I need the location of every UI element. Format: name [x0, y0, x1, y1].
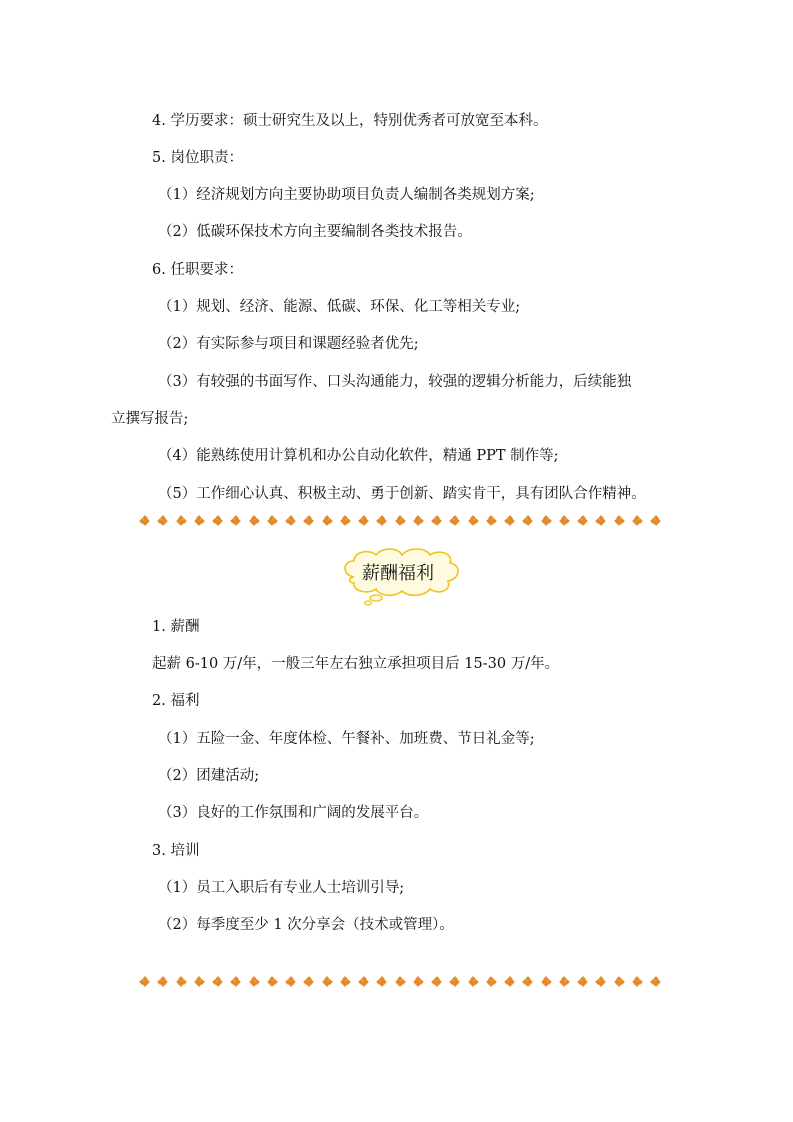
ornament-diamond-icon	[651, 977, 660, 986]
ornament-diamond-icon	[487, 516, 496, 525]
ornament-divider	[140, 516, 660, 530]
ornament-diamond-icon	[158, 977, 167, 986]
ornament-diamond-icon	[268, 516, 277, 525]
ornament-diamond-icon	[542, 977, 551, 986]
welfare-heading: 2. 福利	[152, 693, 200, 709]
section-title-badge	[338, 545, 462, 609]
ornament-diamond-icon	[377, 516, 386, 525]
ornament-diamond-icon	[231, 516, 240, 525]
ornament-diamond-icon	[213, 977, 222, 986]
ornament-diamond-icon	[286, 516, 295, 525]
ornament-diamond-icon	[633, 516, 642, 525]
qualification-item: （2）有实际参与项目和课题经验者优先;	[158, 336, 419, 352]
ornament-diamond-icon	[414, 977, 423, 986]
qualification-item: （5）工作细心认真、积极主动、勇于创新、踏实肯干，具有团队合作精神。	[158, 486, 646, 502]
ornament-diamond-icon	[250, 977, 259, 986]
ornament-diamond-icon	[213, 516, 222, 525]
qualification-item: （1）规划、经济、能源、低碳、环保、化工等相关专业;	[158, 299, 521, 315]
salary-text: 起薪 6-10 万/年，一般三年左右独立承担项目后 15-30 万/年。	[152, 656, 560, 672]
training-heading: 3. 培训	[152, 843, 200, 859]
ornament-diamond-icon	[560, 516, 569, 525]
section-title: 薪酬福利	[362, 563, 434, 584]
ornament-diamond-icon	[596, 516, 605, 525]
welfare-item: （2）团建活动;	[158, 768, 260, 784]
ornament-diamond-icon	[177, 977, 186, 986]
ornament-diamond-icon	[341, 977, 350, 986]
duty-item: （2）低碳环保技术方向主要编制各类技术报告。	[158, 224, 472, 240]
qualification-item: （4）能熟练使用计算机和办公自动化软件，精通 PPT 制作等;	[158, 448, 559, 464]
ornament-diamond-icon	[323, 516, 332, 525]
ornament-diamond-icon	[633, 977, 642, 986]
ornament-diamond-icon	[651, 516, 660, 525]
ornament-diamond-icon	[231, 977, 240, 986]
training-item: （2）每季度至少 1 次分享会（技术或管理）。	[158, 917, 454, 933]
ornament-diamond-icon	[177, 516, 186, 525]
ornament-diamond-icon	[250, 516, 259, 525]
ornament-diamond-icon	[542, 516, 551, 525]
ornament-diamond-icon	[286, 977, 295, 986]
duties-heading: 5. 岗位职责：	[152, 150, 243, 166]
ornament-diamond-icon	[195, 516, 204, 525]
ornament-diamond-icon	[359, 977, 368, 986]
ornament-diamond-icon	[377, 977, 386, 986]
qualification-item: （3）有较强的书面写作、口头沟通能力，较强的逻辑分析能力，后续能独	[158, 374, 632, 390]
ornament-diamond-icon	[359, 516, 368, 525]
qualification-item-continuation: 立撰写报告;	[111, 411, 189, 427]
ornament-diamond-icon	[450, 977, 459, 986]
ornament-diamond-icon	[432, 516, 441, 525]
ornament-diamond-icon	[560, 977, 569, 986]
welfare-item: （3）良好的工作氛围和广阔的发展平台。	[158, 805, 429, 821]
ornament-diamond-icon	[432, 977, 441, 986]
ornament-diamond-icon	[578, 516, 587, 525]
ornament-diamond-icon	[523, 977, 532, 986]
ornament-diamond-icon	[140, 516, 149, 525]
ornament-diamond-icon	[615, 516, 624, 525]
education-requirement: 4. 学历要求：硕士研究生及以上，特别优秀者可放宽至本科。	[152, 113, 548, 129]
ornament-diamond-icon	[341, 516, 350, 525]
training-item: （1）员工入职后有专业人士培训引导;	[158, 880, 405, 896]
ornament-diamond-icon	[505, 977, 514, 986]
ornament-diamond-icon	[469, 516, 478, 525]
ornament-diamond-icon	[414, 516, 423, 525]
ornament-divider	[140, 977, 660, 991]
salary-heading: 1. 薪酬	[152, 619, 200, 635]
ornament-diamond-icon	[615, 977, 624, 986]
ornament-diamond-icon	[596, 977, 605, 986]
ornament-diamond-icon	[195, 977, 204, 986]
ornament-diamond-icon	[578, 977, 587, 986]
ornament-diamond-icon	[140, 977, 149, 986]
ornament-diamond-icon	[469, 977, 478, 986]
ornament-diamond-icon	[304, 977, 313, 986]
welfare-item: （1）五险一金、年度体检、午餐补、加班费、节日礼金等;	[158, 731, 535, 747]
ornament-diamond-icon	[268, 977, 277, 986]
duty-item: （1）经济规划方向主要协助项目负责人编制各类规划方案;	[158, 187, 535, 203]
ornament-diamond-icon	[396, 977, 405, 986]
ornament-diamond-icon	[158, 516, 167, 525]
ornament-diamond-icon	[505, 516, 514, 525]
qualifications-heading: 6. 任职要求：	[152, 262, 243, 278]
ornament-diamond-icon	[487, 977, 496, 986]
ornament-diamond-icon	[523, 516, 532, 525]
ornament-diamond-icon	[450, 516, 459, 525]
ornament-diamond-icon	[396, 516, 405, 525]
ornament-diamond-icon	[323, 977, 332, 986]
ornament-diamond-icon	[304, 516, 313, 525]
